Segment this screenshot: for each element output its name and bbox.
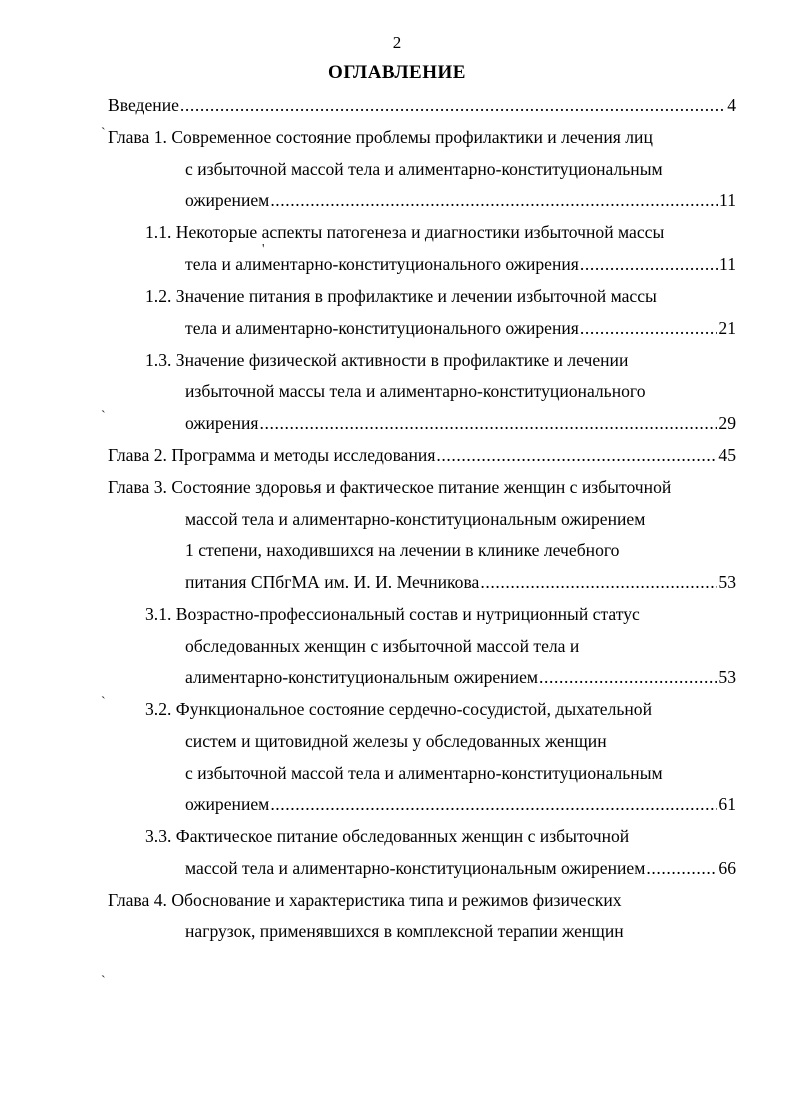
- toc-entry-section-1-3-line-2: [185, 378, 745, 404]
- toc-entry-label: тела и алиментарно-конституционального ожирения: [185, 318, 579, 338]
- scan-mark: `: [101, 126, 106, 141]
- dot-leader: [259, 410, 717, 436]
- toc-entry-section-3-2-line-1: [145, 696, 745, 722]
- toc-entry-label: 3.3. Фактическое питание обследованных женщин с избыточной: [145, 826, 630, 846]
- toc-entry-label: ожирения: [185, 413, 259, 433]
- toc-entry-chapter-1-line-3: [185, 187, 736, 213]
- toc-entry-label: алиментарно-конституциональным ожирением: [185, 667, 539, 687]
- toc-entry-label: нагрузок, применявшихся в комплексной терапии женщин: [185, 921, 624, 941]
- scan-mark: `: [101, 974, 106, 989]
- toc-page-number: 53: [718, 667, 736, 687]
- toc-entry-label: с избыточной массой тела и алиментарно-конституциональным: [185, 159, 663, 179]
- toc-entry-section-1-3-line-1: [145, 347, 745, 373]
- scan-mark: `: [101, 409, 106, 424]
- page-title: ОГЛАВЛЕНИЕ: [328, 62, 466, 83]
- toc-entry-label: Глава 4. Обоснование и характеристика типа и режимов физических: [108, 890, 622, 910]
- toc-entry-label: 1.3. Значение физической активности в профилактике и лечении: [145, 350, 629, 370]
- toc-entry-chapter-3-line-3: [185, 537, 745, 563]
- dot-leader: [180, 92, 726, 118]
- toc-entry-section-3-1-line-2: [185, 633, 745, 659]
- toc-entry-section-3-3-line-1: [145, 823, 745, 849]
- toc-page-number: 61: [718, 794, 736, 814]
- toc-entry-label: 3.2. Функциональное состояние сердечно-сосудистой, дыхательной: [145, 699, 653, 719]
- toc-entry-label: систем и щитовидной железы у обследованных женщин: [185, 731, 607, 751]
- toc-entry-introduction: [108, 92, 736, 118]
- toc-entry-section-3-2-line-3: [185, 760, 745, 786]
- page-number: 2: [392, 33, 402, 52]
- toc-page-number: 29: [718, 413, 736, 433]
- toc-entry-section-3-2-line-2: [185, 728, 745, 754]
- toc-page-number: 45: [718, 445, 736, 465]
- dot-leader: [580, 251, 718, 277]
- dot-leader: [436, 442, 717, 468]
- toc-entry-chapter-1-line-2: [185, 156, 745, 182]
- toc-entry-section-1-2-line-1: [145, 283, 745, 309]
- toc-entry-label: 1.2. Значение питания в профилактике и лечении избыточной массы: [145, 286, 657, 306]
- toc-entry-label: массой тела и алиментарно-конституциональным ожирением: [185, 858, 646, 878]
- toc-page-number: 11: [719, 254, 736, 274]
- toc-entry-chapter-3-line-1: [108, 474, 748, 500]
- scan-mark: `: [101, 695, 106, 710]
- dot-leader: [270, 791, 717, 817]
- toc-entry-section-1-3-line-3: [185, 410, 736, 436]
- toc-page-number: 21: [718, 318, 736, 338]
- toc-entry-label: Введение: [108, 95, 179, 115]
- toc-page-number: 4: [727, 95, 736, 115]
- scan-mark: ': [262, 242, 265, 257]
- toc-entry-label: ожирением: [185, 794, 270, 814]
- toc-entry-section-3-1-line-3: [185, 664, 736, 690]
- dot-leader: [270, 187, 718, 213]
- toc-page-number: 66: [718, 858, 736, 878]
- toc-entry-chapter-4-line-1: [108, 887, 748, 913]
- toc-entry-chapter-4-line-2: [185, 918, 745, 944]
- toc-entry-chapter-1-line-1: [108, 124, 748, 150]
- dot-leader: [646, 855, 717, 881]
- toc-entry-section-3-1-line-1: [145, 601, 745, 627]
- toc-entry-label: ожирением: [185, 190, 270, 210]
- toc-entry-section-1-2-line-2: [185, 315, 736, 341]
- toc-entry-label: массой тела и алиментарно-конституциональным ожирением: [185, 509, 646, 529]
- toc-entry-label: питания СПбгМА им. И. И. Мечникова: [185, 572, 480, 592]
- toc-entry-label: 3.1. Возрастно-профессиональный состав и нутриционный статус: [145, 604, 640, 624]
- toc-entry-section-3-2-line-4: [185, 791, 736, 817]
- toc-entry-chapter-3-line-4: [185, 569, 736, 595]
- toc-entry-label: Глава 2. Программа и методы исследования: [108, 445, 436, 465]
- toc-entry-chapter-2: [108, 442, 736, 468]
- toc-entry-label: Глава 1. Современное состояние проблемы профилактики и лечения лиц: [108, 127, 653, 147]
- toc-entry-label: с избыточной массой тела и алиментарно-конституциональным: [185, 763, 663, 783]
- dot-leader: [480, 569, 717, 595]
- toc-page-number: 11: [719, 190, 736, 210]
- toc-entry-label: обследованных женщин с избыточной массой тела и: [185, 636, 580, 656]
- dot-leader: [580, 315, 718, 341]
- toc-entry-label: тела и алиментарно-конституционального ожирения: [185, 254, 579, 274]
- toc-entry-section-1-1-line-1: [145, 219, 745, 245]
- toc-entry-label: 1.1. Некоторые аспекты патогенеза и диагностики избыточной массы: [145, 222, 665, 242]
- toc-entry-label: 1 степени, находившихся на лечении в клинике лечебного: [185, 540, 620, 560]
- toc-entry-chapter-3-line-2: [185, 506, 745, 532]
- dot-leader: [539, 664, 717, 690]
- toc-entry-label: избыточной массы тела и алиментарно-конституционального: [185, 381, 646, 401]
- toc-entry-section-1-1-line-2: [185, 251, 736, 277]
- toc-entry-label: Глава 3. Состояние здоровья и фактическое питание женщин с избыточной: [108, 477, 672, 497]
- toc-page-number: 53: [718, 572, 736, 592]
- toc-entry-section-3-3-line-2: [185, 855, 736, 881]
